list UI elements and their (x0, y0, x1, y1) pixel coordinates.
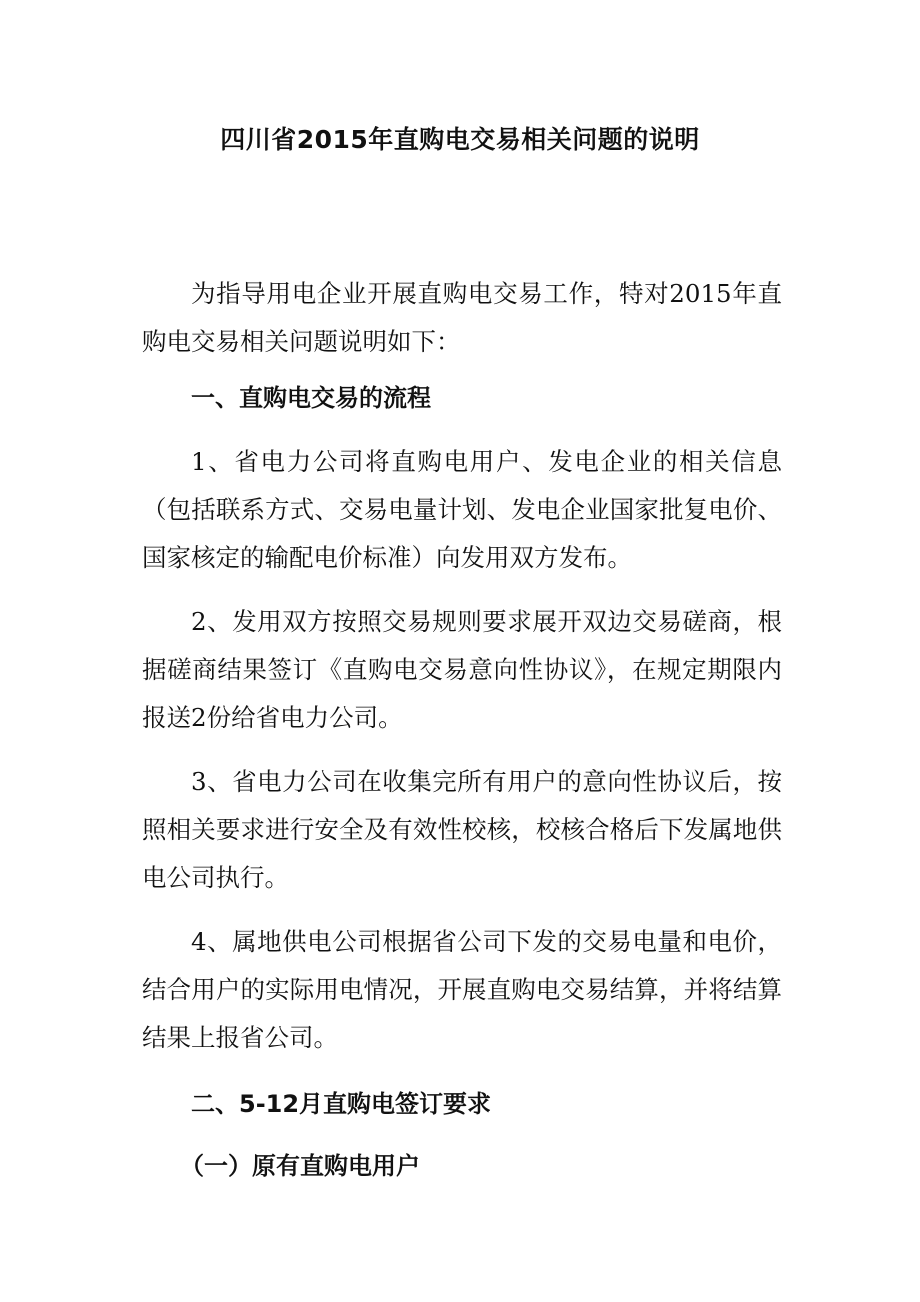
section-1-item-3: 3、省电力公司在收集完所有用户的意向性协议后，按照相关要求进行安全及有效性校核，校核合格后下发属地供电公司执行。 (142, 767, 782, 892)
section-2-subheading: （一）原有直购电用户 (180, 1152, 420, 1180)
intro-paragraph: 为指导用电企业开展直购电交易工作，特对2015年直购电交易相关问题说明如下： (142, 279, 782, 356)
section-1-item-1: 1、省电力公司将直购电用户、发电企业的相关信息（包括联系方式、交易电量计划、发电企业国家批复电价、国家核定的输配电价标准）向发用双方发布。 (142, 447, 782, 572)
section-1-heading: 一、直购电交易的流程 (191, 384, 431, 412)
section-1-item-4: 4、属地供电公司根据省公司下发的交易电量和电价，结合用户的实际用电情况，开展直购电交易结算，并将结算结果上报省公司。 (142, 927, 782, 1052)
section-2-heading: 二、5-12月直购电签订要求 (191, 1090, 492, 1118)
document-title: 四川省2015年直购电交易相关问题的说明 (220, 125, 700, 154)
section-1-item-2: 2、发用双方按照交易规则要求展开双边交易磋商，根据磋商结果签订《直购电交易意向性协议》，在规定期限内报送2份给省电力公司。 (142, 607, 782, 732)
